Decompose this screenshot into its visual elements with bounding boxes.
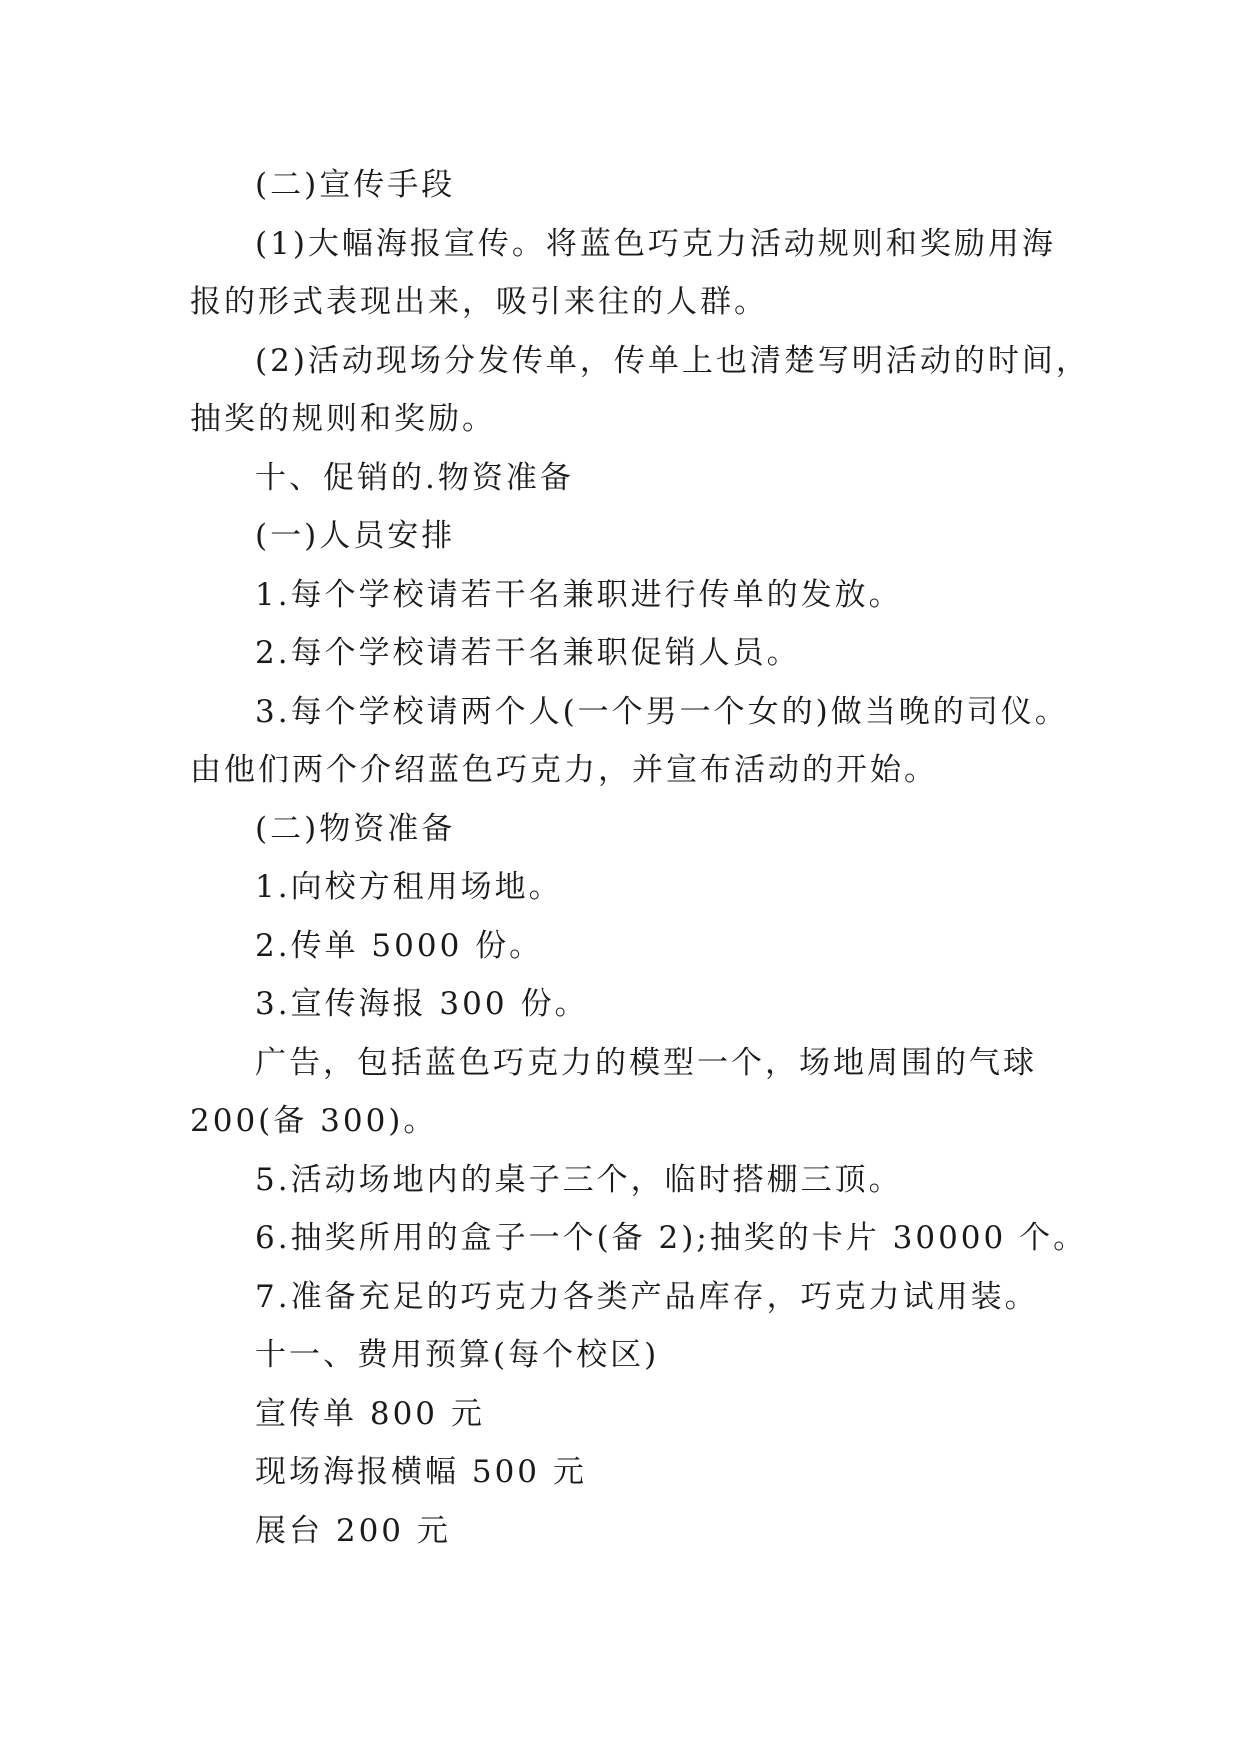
budget-item: 现场海报横幅 500 元 xyxy=(255,1454,587,1490)
paragraph-line: 由他们两个介绍蓝色巧克力，并宣布活动的开始。 xyxy=(190,752,938,788)
list-item: 3.每个学校请两个人(一个男一个女的)做当晚的司仪。 xyxy=(255,694,1069,730)
paragraph-line: 200(备 300)。 xyxy=(190,1103,438,1139)
list-item: 3.宣传海报 300 份。 xyxy=(255,986,589,1022)
list-item: 5.活动场地内的桌子三个，临时搭棚三顶。 xyxy=(255,1162,903,1198)
paragraph-line: 广告，包括蓝色巧克力的模型一个，场地周围的气球 xyxy=(255,1045,1037,1081)
paragraph-line: (2)活动现场分发传单，传单上也清楚写明活动的时间， xyxy=(255,343,1090,379)
section-heading-materials: 十、促销的.物资准备 xyxy=(255,460,574,496)
subsection-heading-supplies: (二)物资准备 xyxy=(255,811,456,847)
paragraph-line: 抽奖的规则和奖励。 xyxy=(190,401,496,437)
list-item: 2.每个学校请若干名兼职促销人员。 xyxy=(255,635,801,671)
list-item: 1.每个学校请若干名兼职进行传单的发放。 xyxy=(255,577,903,613)
list-item: 1.向校方租用场地。 xyxy=(255,869,563,905)
subsection-heading-staff: (一)人员安排 xyxy=(255,518,456,554)
list-item: 6.抽奖所用的盒子一个(备 2);抽奖的卡片 30000 个。 xyxy=(255,1220,1088,1256)
paragraph-line: 报的形式表现出来，吸引来往的人群。 xyxy=(190,284,768,320)
budget-item: 宣传单 800 元 xyxy=(255,1396,485,1432)
section-heading-budget: 十一、费用预算(每个校区) xyxy=(255,1337,660,1373)
list-item: 2.传单 5000 份。 xyxy=(255,928,544,964)
list-item: 7.准备充足的巧克力各类产品库存，巧克力试用装。 xyxy=(255,1279,1039,1315)
budget-item: 展台 200 元 xyxy=(255,1513,451,1549)
section-heading-promotion-means: (二)宣传手段 xyxy=(255,167,456,203)
paragraph-line: (1)大幅海报宣传。将蓝色巧克力活动规则和奖励用海 xyxy=(255,226,1056,262)
